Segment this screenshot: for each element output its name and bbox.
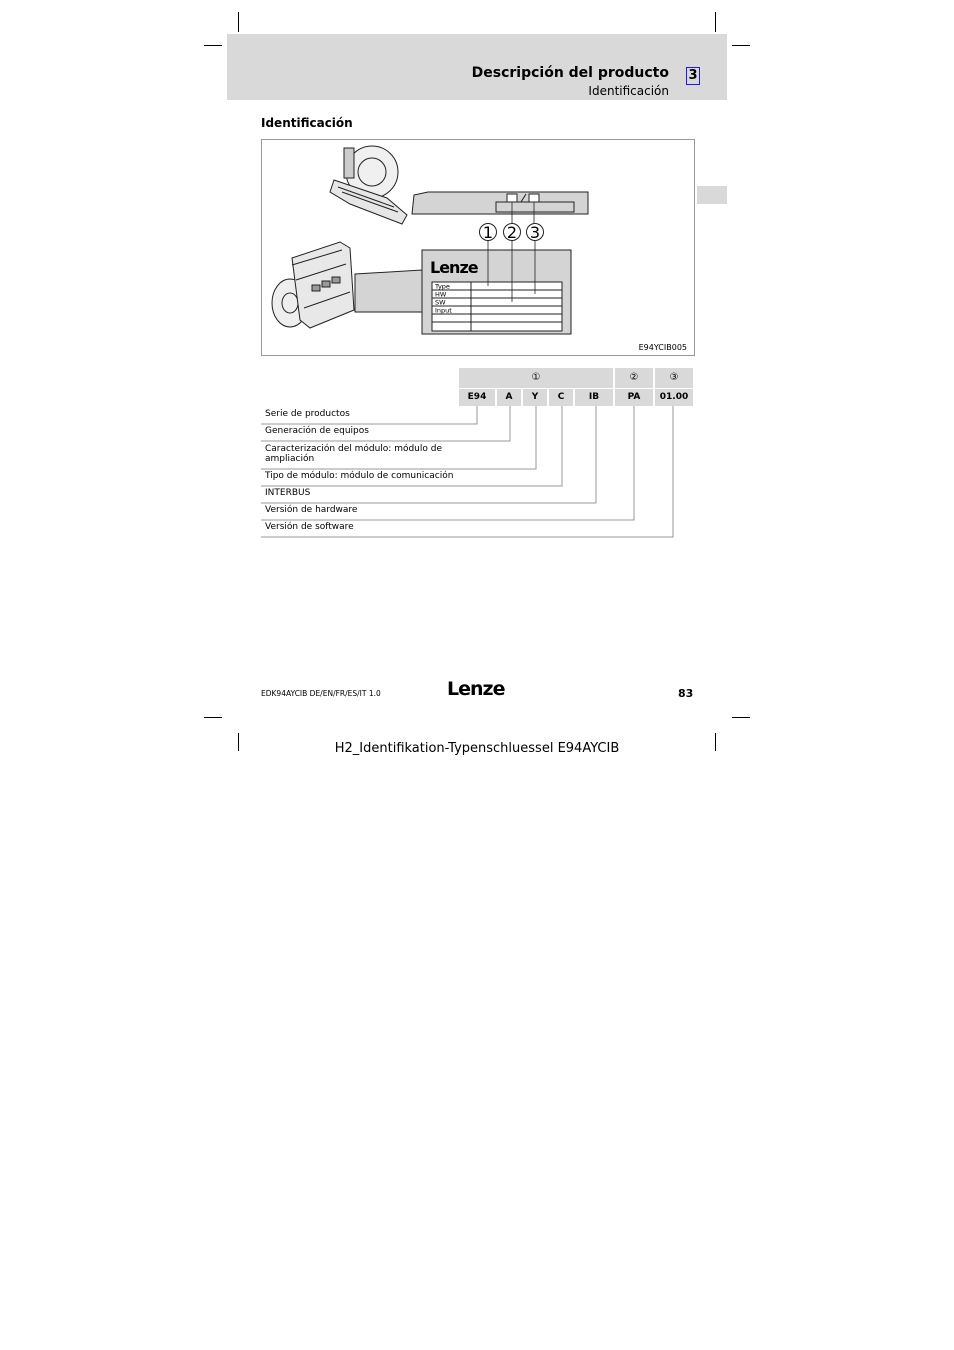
- crop-mark: [204, 717, 222, 718]
- group-header-3: ③: [655, 368, 693, 388]
- label-caracterizacion-modulo: Caracterización del módulo: módulo de ampliación: [265, 444, 442, 464]
- chapter-number-link[interactable]: 3: [686, 67, 700, 85]
- code-cell-y: Y: [523, 389, 547, 406]
- label-tipo-modulo: Tipo de módulo: módulo de comunicación: [265, 471, 454, 481]
- label-version-hardware: Versión de hardware: [265, 505, 358, 515]
- code-cell-ib: IB: [575, 389, 613, 406]
- callout-2: 2: [506, 223, 518, 242]
- type-code-leaders: [0, 0, 954, 560]
- callout-3: 3: [529, 223, 541, 242]
- code-cell-e94: E94: [459, 389, 495, 406]
- group-header-2: ②: [615, 368, 653, 388]
- label-serie-productos: Serie de productos: [265, 409, 350, 419]
- chapter-title: Descripción del producto: [471, 65, 669, 81]
- nameplate-row-sw: SW: [435, 298, 446, 307]
- page-number: 83: [678, 687, 694, 700]
- nameplate-row-input: Input: [435, 306, 452, 315]
- crop-mark: [732, 717, 750, 718]
- section-title: Identificación: [261, 116, 353, 130]
- code-cell-version: 01.00: [655, 389, 693, 406]
- nameplate-logo: Lenze: [430, 258, 478, 277]
- label-interbus: INTERBUS: [265, 488, 311, 498]
- chapter-subtitle: Identificación: [588, 84, 669, 98]
- label-version-software: Versión de software: [265, 522, 354, 532]
- nameplate-row-type: Type: [435, 282, 450, 291]
- callout-1: 1: [482, 223, 494, 242]
- code-cell-pa: PA: [615, 389, 653, 406]
- figure-code: E94YCIB005: [638, 343, 687, 352]
- footer-doc-id: EDK94AYCIB DE/EN/FR/ES/IT 1.0: [261, 689, 381, 698]
- group-header-1: ①: [459, 368, 613, 388]
- code-cell-a: A: [497, 389, 521, 406]
- label-generacion-equipos: Generación de equipos: [265, 426, 369, 436]
- code-cell-c: C: [549, 389, 573, 406]
- nameplate-row-hw: HW: [435, 290, 447, 299]
- file-caption: H2_Identifikation-Typenschluessel E94AYCIB: [334, 741, 620, 756]
- footer-logo: Lenze: [447, 678, 505, 700]
